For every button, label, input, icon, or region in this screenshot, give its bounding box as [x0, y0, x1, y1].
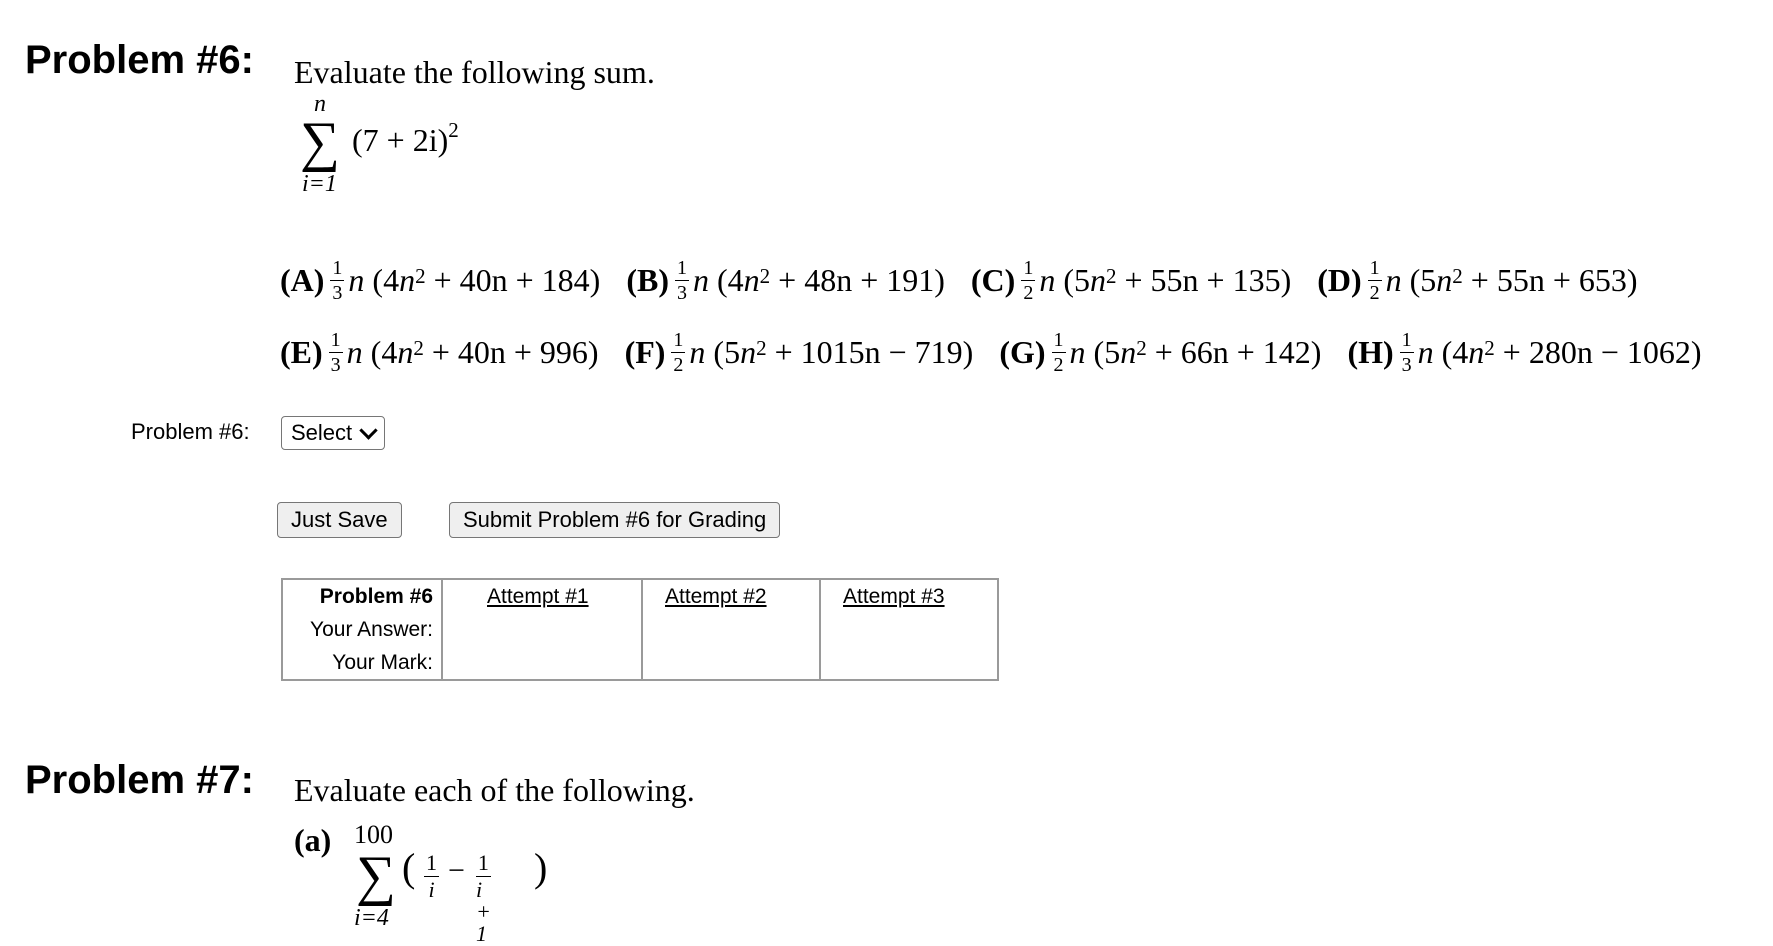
- answer-label: Problem #6:: [131, 419, 250, 444]
- attempt-2-link[interactable]: Attempt #2: [665, 585, 767, 608]
- mark-cell: [442, 646, 642, 680]
- choice-a: (A) $\frac{1}{3}$ n (4 n $^2$ + 40n + 184): [280, 257, 601, 304]
- fraction-1-over-i: $\frac{1}{i}$: [426, 850, 437, 902]
- choices-row-1: [280, 258, 1638, 303]
- answer-select[interactable]: [281, 416, 385, 450]
- fraction: $\frac{1}{2}$: [673, 329, 684, 376]
- select-value: Select: [291, 420, 353, 445]
- problem-7-title: Problem #7:: [25, 758, 254, 802]
- fraction: $\frac{1}{3}$: [1401, 329, 1412, 376]
- problem-7-statement: Evaluate each of the following.: [294, 772, 695, 808]
- problem-6-statement: Evaluate the following sum.: [294, 54, 655, 90]
- answer-cell: [820, 613, 998, 646]
- problem-6-title: Problem #6:: [25, 38, 254, 82]
- sum-body: $(7 + 2i)^2$: [352, 118, 459, 158]
- sum-lower-limit: i=1: [302, 171, 337, 197]
- choice-d: (D) $\frac{1}{2}$ n (5 n $^2$ + 55n + 653): [1317, 257, 1638, 304]
- just-save-button[interactable]: Just Save: [277, 502, 402, 538]
- mark-cell: [642, 646, 820, 680]
- attempts-table: [281, 578, 999, 681]
- attempt-3-link[interactable]: Attempt #3: [843, 585, 945, 608]
- table-header-row: [282, 579, 998, 613]
- choice-g: (G) $\frac{1}{2}$ n (5 n $^2$ + 66n + 142): [999, 329, 1322, 376]
- choice-e: (E) $\frac{1}{3}$ n (4 n $^2$ + 40n + 996): [280, 329, 599, 376]
- choice-c: (C) $\frac{1}{2}$ n (5 n $^2$ + 55n + 135): [970, 257, 1292, 304]
- close-paren: ): [534, 845, 548, 890]
- fraction: $\frac{1}{3}$: [332, 257, 343, 304]
- sum-upper-limit: 100: [354, 820, 393, 849]
- part-a-label: (a): [294, 822, 332, 858]
- fraction: $\frac{1}{3}$: [330, 329, 341, 376]
- chevron-down-icon: [359, 421, 377, 439]
- open-paren: (: [402, 845, 416, 890]
- answer-cell: [642, 613, 820, 646]
- answer-cell: [442, 613, 642, 646]
- submit-button[interactable]: Submit Problem #6 for Grading: [449, 502, 780, 538]
- sigma-icon: ∑: [300, 111, 340, 173]
- mark-cell: [820, 646, 998, 680]
- table-row: [282, 613, 998, 646]
- choice-f: (F) $\frac{1}{2}$ n (5 n $^2$ + 1015n − 719): [624, 329, 974, 376]
- choices-row-2: [280, 330, 1702, 375]
- sigma-icon: ∑: [356, 845, 396, 907]
- minus-sign: −: [448, 854, 465, 887]
- table-row: [282, 646, 998, 680]
- sum-upper-limit: n: [314, 91, 326, 117]
- attempt-1-link[interactable]: Attempt #1: [487, 585, 589, 608]
- sum-lower-limit: i=4: [354, 905, 389, 931]
- your-mark-label: Your Mark:: [332, 651, 433, 674]
- fraction: $\frac{1}{2}$: [1053, 329, 1064, 376]
- fraction: $\frac{1}{2}$: [1023, 257, 1034, 304]
- your-answer-label: Your Answer:: [310, 618, 433, 641]
- table-header-problem: Problem #6: [319, 585, 433, 608]
- fraction: $\frac{1}{2}$: [1369, 257, 1380, 304]
- fraction-1-over-i-plus-1: $\frac{1}{i + 1}$: [476, 850, 491, 946]
- fraction: $\frac{1}{3}$: [676, 257, 687, 304]
- choice-b: (B) $\frac{1}{3}$ n (4 n $^2$ + 48n + 191): [626, 257, 945, 304]
- choice-h: (H) $\frac{1}{3}$ n (4 n $^2$ + 280n − 1062): [1347, 329, 1702, 376]
